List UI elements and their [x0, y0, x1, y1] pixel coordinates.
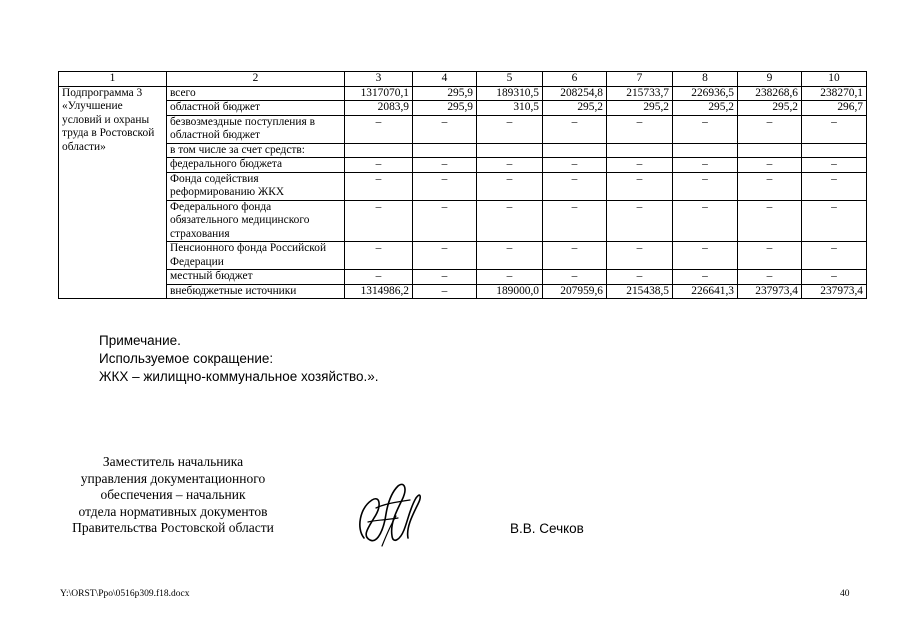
value-cell: 295,9 [413, 86, 477, 101]
column-header: 6 [543, 72, 607, 87]
table-row [59, 270, 867, 285]
value-cell: 295,2 [607, 101, 673, 116]
value-cell: – [673, 172, 738, 200]
value-cell: – [738, 158, 802, 173]
value-cell: – [802, 242, 867, 270]
row-label: Фонда содействия реформированию ЖКХ [167, 172, 345, 200]
value-cell: – [607, 200, 673, 242]
value-cell: 1314986,2 [345, 284, 413, 299]
value-cell: – [543, 200, 607, 242]
value-cell: – [673, 200, 738, 242]
value-cell: 295,2 [738, 101, 802, 116]
column-header: 9 [738, 72, 802, 87]
value-cell: – [413, 270, 477, 285]
value-cell: 238270,1 [802, 86, 867, 101]
program-cell: Подпрограмма 3 «Улучшение условий и охраны труда в Ростовской области» [59, 86, 167, 299]
table-row [59, 284, 867, 299]
budget-table [58, 71, 867, 299]
page-number: 40 [840, 589, 850, 599]
value-cell: – [413, 115, 477, 143]
value-cell: 295,2 [673, 101, 738, 116]
note-block [99, 332, 379, 386]
value-cell: – [413, 158, 477, 173]
value-cell: – [413, 200, 477, 242]
value-cell: 237973,4 [802, 284, 867, 299]
value-cell: – [413, 242, 477, 270]
value-cell [673, 143, 738, 158]
column-header: 1 [59, 72, 167, 87]
column-header: 8 [673, 72, 738, 87]
value-cell [543, 143, 607, 158]
value-cell: 238268,6 [738, 86, 802, 101]
value-cell: – [413, 284, 477, 299]
value-cell: – [802, 270, 867, 285]
value-cell [607, 143, 673, 158]
value-cell: – [673, 270, 738, 285]
value-cell: – [345, 115, 413, 143]
value-cell: – [802, 115, 867, 143]
value-cell: 215438,5 [607, 284, 673, 299]
value-cell [802, 143, 867, 158]
value-cell: 2083,9 [345, 101, 413, 116]
value-cell: – [607, 172, 673, 200]
table-row [59, 172, 867, 200]
value-cell: – [543, 172, 607, 200]
value-cell: – [543, 115, 607, 143]
value-cell: – [345, 158, 413, 173]
value-cell: – [673, 242, 738, 270]
row-label: федерального бюджета [167, 158, 345, 173]
table-row [59, 101, 867, 116]
table-row [59, 115, 867, 143]
row-label: в том числе за счет средств: [167, 143, 345, 158]
value-cell: – [543, 242, 607, 270]
column-header: 10 [802, 72, 867, 87]
column-header: 3 [345, 72, 413, 87]
value-cell [413, 143, 477, 158]
value-cell: – [477, 115, 543, 143]
signatory-position [56, 454, 290, 537]
table-row [59, 86, 867, 101]
value-cell: – [607, 115, 673, 143]
column-header: 4 [413, 72, 477, 87]
value-cell: 226936,5 [673, 86, 738, 101]
note-abbrev-heading: Используемое сокращение: [99, 351, 274, 366]
position-line: управления документационного [80, 470, 266, 486]
header-row [59, 72, 867, 87]
value-cell: – [543, 270, 607, 285]
column-header: 5 [477, 72, 543, 87]
value-cell: 310,5 [477, 101, 543, 116]
handwritten-signature [346, 478, 426, 550]
value-cell: – [477, 242, 543, 270]
position-line: отдела нормативных документов [78, 503, 268, 519]
value-cell: – [738, 115, 802, 143]
value-cell: – [673, 158, 738, 173]
value-cell: – [738, 270, 802, 285]
row-label: местный бюджет [167, 270, 345, 285]
note-title: Примечание. [99, 333, 181, 348]
value-cell: 189000,0 [477, 284, 543, 299]
value-cell: – [345, 172, 413, 200]
value-cell: – [477, 158, 543, 173]
row-label: Федерального фонда обязательного медицинского страхования [167, 200, 345, 242]
value-cell: – [477, 200, 543, 242]
row-label: безвозмездные поступления в областной бюджет [167, 115, 345, 143]
table-row [59, 158, 867, 173]
value-cell: – [673, 115, 738, 143]
value-cell: – [477, 270, 543, 285]
value-cell: – [802, 172, 867, 200]
position-line: обеспечения – начальник [100, 487, 246, 502]
row-label: областной бюджет [167, 101, 345, 116]
column-header: 7 [607, 72, 673, 87]
value-cell: 295,9 [413, 101, 477, 116]
value-cell: 295,2 [543, 101, 607, 116]
value-cell [738, 143, 802, 158]
value-cell: – [345, 200, 413, 242]
value-cell: – [738, 172, 802, 200]
value-cell: – [543, 158, 607, 173]
table-body [59, 72, 867, 299]
table-row [59, 143, 867, 158]
value-cell: 215733,7 [607, 86, 673, 101]
value-cell [477, 143, 543, 158]
value-cell: – [802, 158, 867, 173]
value-cell: 237973,4 [738, 284, 802, 299]
value-cell: – [345, 270, 413, 285]
value-cell: 296,7 [802, 101, 867, 116]
file-path: Y:\ORST\Ppo\0516p309.f18.docx [60, 589, 190, 599]
signer-name: В.В. Сечков [510, 521, 584, 536]
value-cell: – [607, 242, 673, 270]
value-cell: – [607, 270, 673, 285]
position-line: Правительства Ростовской области [72, 520, 274, 535]
position-line: Заместитель начальника [102, 454, 244, 469]
note-abbrev-text: ЖКХ – жилищно-коммунальное хозяйство.». [99, 369, 379, 384]
value-cell: – [738, 200, 802, 242]
value-cell: 226641,3 [673, 284, 738, 299]
row-label: всего [167, 86, 345, 101]
value-cell: 189310,5 [477, 86, 543, 101]
table-row [59, 242, 867, 270]
column-header: 2 [167, 72, 345, 87]
value-cell: – [802, 200, 867, 242]
value-cell: – [477, 172, 543, 200]
row-label: внебюджетные источники [167, 284, 345, 299]
value-cell: – [413, 172, 477, 200]
table-row [59, 200, 867, 242]
row-label: Пенсионного фонда Российской Федерации [167, 242, 345, 270]
value-cell: – [607, 158, 673, 173]
value-cell: 208254,8 [543, 86, 607, 101]
value-cell: – [738, 242, 802, 270]
value-cell: – [345, 242, 413, 270]
value-cell [345, 143, 413, 158]
value-cell: 207959,6 [543, 284, 607, 299]
value-cell: 1317070,1 [345, 86, 413, 101]
